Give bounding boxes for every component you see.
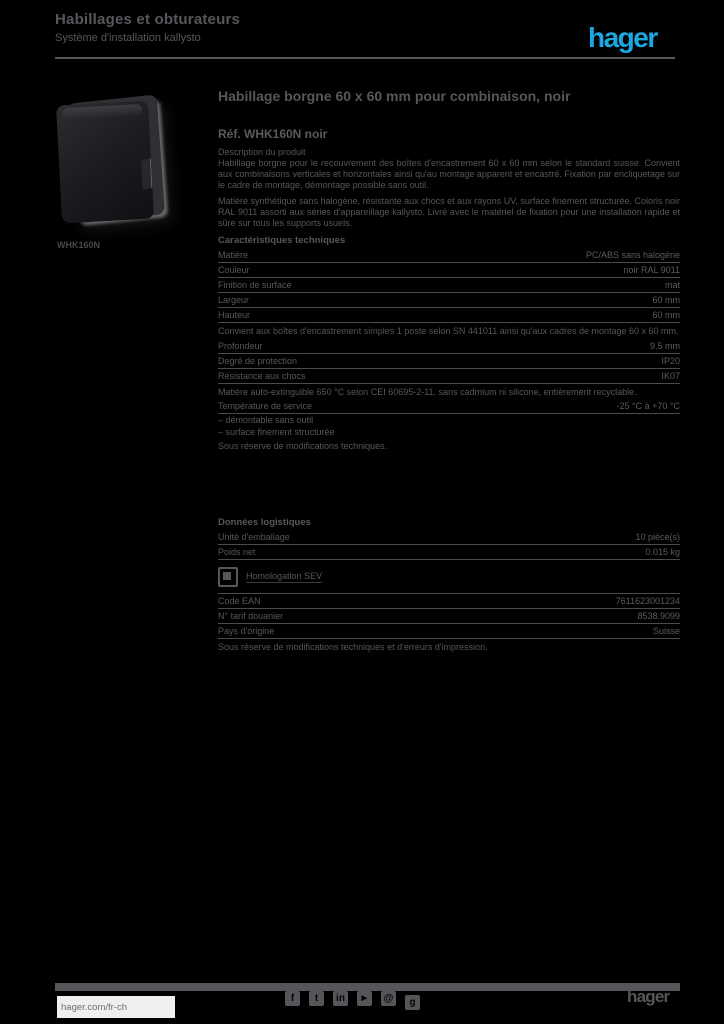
product-subtitle: Réf. WHK160N noir (218, 127, 328, 141)
footer-website-link[interactable]: hager.com/fr-ch (61, 1001, 127, 1013)
instagram-icon[interactable]: @ (381, 991, 396, 1006)
spec-table-logistics (218, 516, 680, 655)
spec-value: PC/ABS sans halogène (585, 250, 680, 260)
spec-value: -25 °C à +70 °C (616, 401, 680, 411)
spec-value: 9.5 mm (649, 340, 680, 351)
spec-note: Convient aux boîtes d'encastrement simples 1 poste selon SN 441011 ainsi qu'aux cadres de montage 60 x 60 mm. (218, 326, 679, 336)
spec-value: 60 mm (652, 310, 680, 320)
spec-row (218, 545, 680, 560)
spec-value: 7611623001234 (615, 596, 680, 606)
header-category-line2: Système d'installation kallysto (55, 32, 201, 44)
spec-value: IK07 (661, 370, 680, 381)
product-title: Habillage borgne 60 x 60 mm pour combinaison, noir (218, 88, 571, 104)
footer-rule (55, 983, 680, 991)
spec-bullet-item: – surface finement structurée (218, 427, 335, 437)
description-paragraph-2: Matière synthétique sans halogène, résistante aux chocs et aux rayons UV, surface finement structurée. Coloris noir RAL 9011 assorti aux séries d'appareillage kallysto. Livré avec le matériel de fixation pour une installation rapide et sûre sur tous les supports usuels. (218, 196, 680, 228)
spec-label: N° tarif douanier (218, 611, 284, 621)
spec-value: 8538.9099 (637, 611, 680, 621)
product-photo-clip-tab (141, 158, 153, 190)
spec-value: 10 pièce(s) (635, 532, 680, 542)
spec-note: Matière auto-extinguible 650 °C selon CEI 60695-2-11, sans cadmium ni silicone, entièrement recyclable. (218, 386, 637, 397)
spec-row (218, 339, 680, 354)
spec-value: IP20 (661, 355, 680, 366)
product-reference: WHK160N (57, 240, 101, 250)
product-photo-front-face (56, 101, 154, 224)
spec-value: 0.015 kg (645, 547, 680, 557)
spec-label: Largeur (218, 295, 250, 305)
spec-row (218, 530, 680, 545)
spec-label: Unité d'emballage (218, 532, 290, 542)
spec-note: Sous réserve de modifications techniques et d'erreurs d'impression. (218, 642, 488, 652)
approval-label[interactable]: Homologation SEV (246, 570, 323, 581)
footer-brand-mark: hager (627, 987, 670, 1006)
spec-label: Matière (218, 250, 249, 260)
spec-label: Hauteur (218, 310, 251, 320)
youtube-icon[interactable]: ► (357, 991, 372, 1006)
spec-row (218, 263, 680, 278)
spec-row (218, 308, 680, 323)
spec-section-heading: Caractéristiques techniques (218, 235, 346, 246)
facebook-icon[interactable]: f (285, 991, 300, 1006)
header-rule (55, 57, 675, 59)
spec-label: Couleur (218, 265, 250, 275)
spec-row (218, 399, 680, 414)
description-paragraph-1: Habillage borgne pour le recouvrement des boîtes d'encastrement 60 x 60 mm selon le standard suisse. Convient aux combinaisons verticales et horizontales ainsi qu'au montage apparent et encastré. Fixation par encliquetage sur le cadre de montage, démontage possible sans outil. (218, 158, 680, 190)
spec-row (218, 609, 680, 624)
hager-logo: hager (588, 22, 657, 53)
spec-row (218, 248, 680, 263)
footer-social-icons (285, 991, 420, 1006)
spec-row (218, 293, 680, 308)
spec-note: Sous réserve de modifications techniques. (218, 441, 388, 451)
product-photo (57, 93, 167, 233)
spec-label: Pays d'origine (218, 626, 275, 636)
spec-label: Degré de protection (218, 355, 298, 366)
blog-icon[interactable]: g (405, 995, 420, 1010)
spec-label: Code EAN (218, 596, 261, 606)
header-category-line1: Habillages et obturateurs (55, 11, 241, 28)
approval-pictogram-icon (218, 567, 238, 587)
spec-table-technical (218, 234, 680, 454)
spec-label: Poids net (218, 547, 256, 557)
spec-label: Finition de surface (218, 280, 292, 290)
spec-row (218, 624, 680, 639)
twitter-icon[interactable]: t (309, 991, 324, 1006)
spec-row (218, 594, 680, 609)
spec-row (218, 369, 680, 384)
spec-section-heading: Données logistiques (218, 517, 311, 528)
spec-bullet-item: – démontable sans outil (218, 415, 314, 425)
spec-value: mat (664, 280, 680, 290)
spec-value: Suisse (652, 626, 680, 636)
linkedin-icon[interactable]: in (333, 991, 348, 1006)
spec-label: Température de service (218, 401, 313, 411)
spec-value: 60 mm (652, 295, 680, 305)
spec-value: noir RAL 9011 (623, 265, 680, 275)
spec-row (218, 278, 680, 293)
approval-row (218, 560, 680, 594)
spec-label: Profondeur (218, 340, 263, 351)
spec-row (218, 354, 680, 369)
description-heading: Description du produit (218, 147, 306, 157)
footer-link-box (57, 996, 175, 1018)
spec-label: Résistance aux chocs (218, 370, 306, 381)
